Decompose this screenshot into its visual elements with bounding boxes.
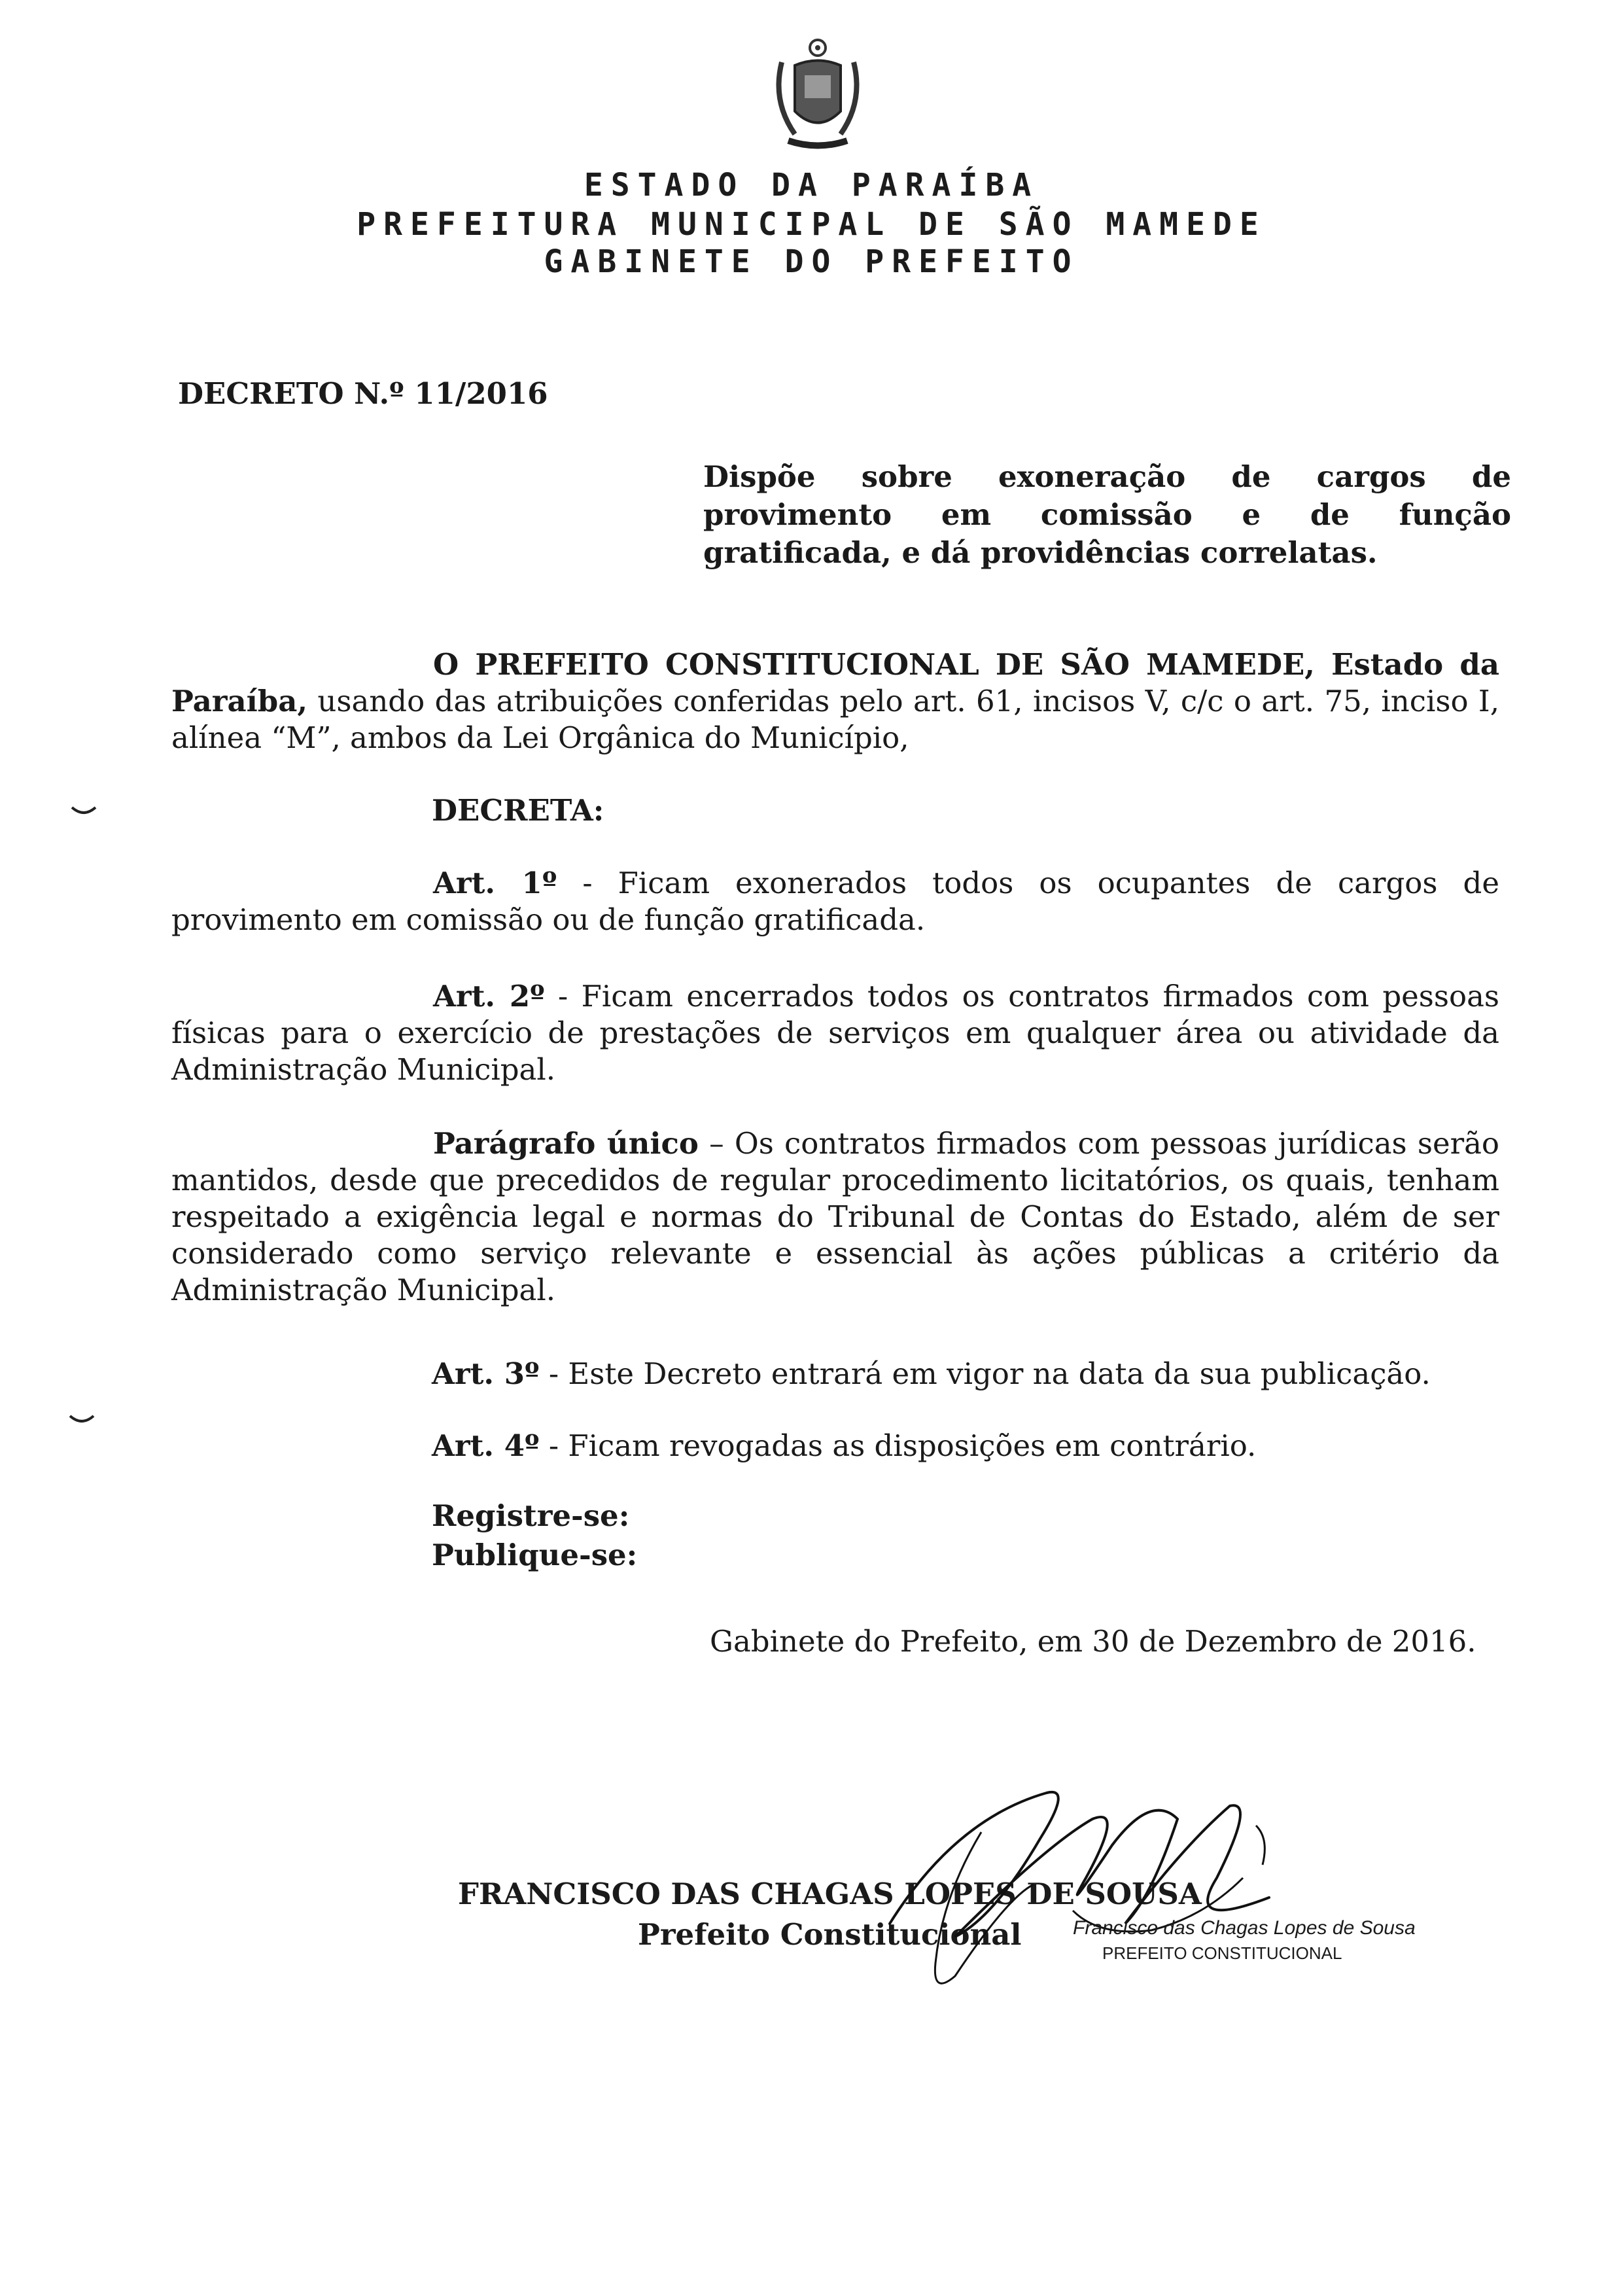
article-3 [432,1356,1431,1391]
signer-name: FRANCISCO DAS CHAGAS LOPES DE SOUSA [458,1877,1202,1911]
article-label: Art. 4º [432,1428,540,1463]
article-text: - Ficam encerrados todos os contratos firmados com pessoas físicas para o exercício de prestações de serviços em qualquer área ou atividade da Administração Municipal. [171,979,1499,1087]
article-text: - Ficam exonerados todos os ocupantes de cargos de provimento em comissão ou de função gratificada. [171,866,1499,937]
preamble-paragraph [171,646,1499,756]
punch-mark [71,806,97,817]
article-4 [432,1428,1256,1463]
publique-line: Publique-se: [432,1538,638,1572]
stamp-name: Francisco das Chagas Lopes de Sousa [1073,1917,1416,1939]
decree-number: DECRETO N.º 11/2016 [178,376,548,411]
header-state: ESTADO DA PARAÍBA [584,167,1039,203]
article-text: - Ficam revogadas as disposições em contrário. [539,1428,1257,1463]
header-office: GABINETE DO PREFEITO [544,243,1079,280]
handwritten-signature [877,1767,1282,2002]
article-label: Art. 2º [433,979,545,1014]
coat-of-arms-emblem [769,36,867,157]
article-text: - Este Decreto entrará em vigor na data da sua publicação. [539,1356,1431,1391]
article-2 [171,978,1499,1088]
header-municipality: PREFEITURA MUNICIPAL DE SÃO MAMEDE [357,206,1266,243]
article-text: – Os contratos firmados com pessoas jurídicas serão mantidos, desde que precedidos de regular procedimento licitatórios, os quais, tenham respeitado a exigência legal e normas do Tribunal de Contas do Estado, além de ser considerado como serviço relevante e essencial às ações públicas a critério da Administração Municipal. [171,1126,1500,1307]
decreta-heading: DECRETA: [432,793,604,828]
signer-role: Prefeito Constitucional [638,1917,1022,1952]
preamble-lead: O PREFEITO CONSTITUCIONAL DE SÃO MAMEDE, Estado da Paraíba, [171,647,1499,718]
preamble-text: usando das atribuições conferidas pelo art. 61, incisos V, c/c o art. 75, inciso I, alínea “M”, ambos da Lei Orgânica do Município, [171,684,1499,755]
date-line: Gabinete do Prefeito, em 30 de Dezembro de 2016. [710,1624,1476,1659]
decree-summary: Dispõe sobre exoneração de cargos de provimento em comissão e de função gratificada, e dá providências correlatas. [703,459,1511,570]
article-label: Art. 3º [432,1356,540,1391]
punch-mark [69,1415,95,1425]
article-label: Art. 1º [433,866,557,900]
article-label: Parágrafo único [433,1126,699,1161]
registre-line: Registre-se: [432,1498,630,1533]
sole-paragraph [171,1125,1499,1309]
stamp-role: PREFEITO CONSTITUCIONAL [1102,1943,1342,1963]
article-1 [171,865,1499,938]
